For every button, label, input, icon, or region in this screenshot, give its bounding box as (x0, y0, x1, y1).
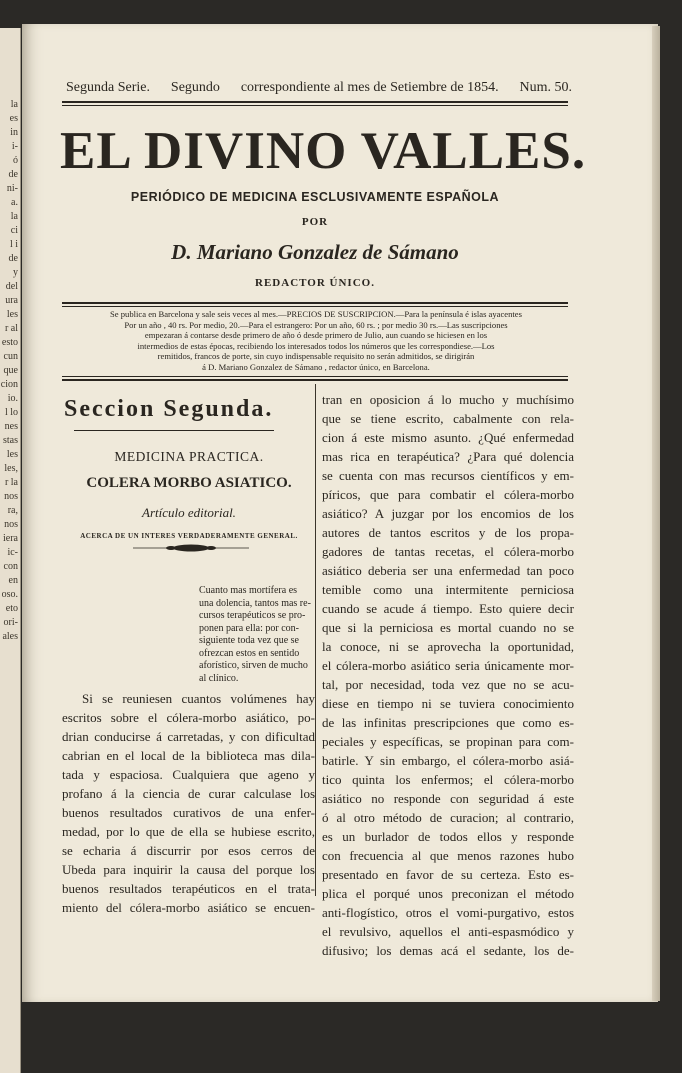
article-line: diese en tiempo ni se tuviera conocimiento (322, 696, 574, 711)
masthead-subtitle: PERIÓDICO DE MEDICINA ESCLUSIVAMENTE ESPAÑOLA (130, 190, 500, 204)
facing-page-fragment: eto (5, 603, 18, 614)
article-line: autores de tantos escritos y de los propa- (322, 525, 574, 540)
article-line: gadores de tantas recetas, el cólera-morbo (322, 544, 574, 559)
article-line: asiático deberia ser una enfermedad tan poco (322, 563, 574, 578)
masthead-title: EL DIVINO VALLES. (60, 122, 587, 180)
article-line: batirle. Y sin embargo, el cólera-morbo asiá- (322, 753, 574, 768)
facing-page-fragment: ni- (6, 183, 18, 194)
facing-page-fragment: iera (3, 533, 18, 544)
article-line: cuando se acude á tiempo. Esto quiere decir (322, 601, 574, 616)
serie-label: Segunda Serie. (66, 80, 150, 95)
subscription-line: á D. Mariano Gonzalez de Sámano , redactor único, en Barcelona. (202, 361, 430, 372)
article-line: se echaria á discurrir por esos cerros de (62, 843, 315, 858)
subscription-line: intermedios de estas épocas, recibiendo los interesados todos los números que les correspondiese.—Los (137, 340, 495, 351)
facing-page-fragment: r al (4, 323, 18, 334)
facing-page-fragment: en (8, 575, 18, 586)
article-line: presentado en favor de su certeza. Esto es- (322, 867, 574, 882)
facing-page-fragment: con (3, 561, 18, 572)
facing-page-fragment: cion (0, 379, 18, 390)
article-column-right (322, 390, 574, 960)
epigraph-line: ponen para ella: por con- (199, 622, 299, 634)
article-headline: COLERA MORBO ASIATICO. (86, 475, 292, 491)
epigraph-line: siguiente toda vez que se (199, 635, 299, 646)
article-line: mas rica en terapéutica? ¿Para qué dolencia (322, 449, 574, 464)
facing-page-fragment: ic- (7, 547, 18, 558)
article-line: temible como una intermitente perniciosa (322, 582, 574, 597)
article-subheading: ACERCA DE UN INTERES VERDADERAMENTE GENERAL. (80, 532, 298, 540)
epigraph-line: al clínico. (199, 672, 239, 684)
facing-page-fragment: ra, (7, 505, 18, 516)
article-line: es un burlador de todos ellos y responde (322, 829, 574, 844)
facing-page-fragment: io. (7, 393, 18, 404)
epigraph-line: Cuanto mas mortífera es (199, 585, 298, 596)
article-line: ó al otro método de curacion; al contrario, (322, 810, 574, 825)
article-line: anti-flogístico, otros el vomi-purgativo, estos (322, 905, 574, 920)
facing-page-fragment: l lo (4, 407, 18, 418)
facing-page-fragment: de (8, 253, 18, 264)
facing-page-fragment: ura (5, 295, 18, 306)
facing-page-fragment: nos (4, 491, 18, 502)
subscription-notice (70, 309, 562, 372)
epigraph-line: una dolencia, tantos mas re- (199, 597, 311, 609)
column-divider (315, 384, 316, 896)
article-line: de las infinitas prescripciones que como es- (322, 715, 574, 730)
facing-page-fragment: in (10, 127, 18, 138)
epigraph (199, 585, 315, 685)
article-line: cabrian en el local de la biblioteca mas dila- (62, 748, 315, 763)
article-line: tada y espaciosa. Cualquiera que ageno y (62, 767, 315, 782)
facing-page-fragment: i- (11, 141, 18, 152)
header-rule-thin (62, 105, 568, 106)
segundo-label: Segundo (170, 80, 220, 95)
article-line: la conoce, ni se aprovecha la oportunidad, (322, 639, 574, 654)
epigraph-line: ofrezcan estos en sentido (199, 647, 300, 659)
facing-page-fragment: es (9, 113, 18, 124)
article-line: difusivo; los demas acá el sedante, los de- (322, 943, 574, 958)
facing-page-fragment: nos (4, 519, 18, 530)
facing-page-fragment: a. (11, 197, 18, 208)
facing-page-fragment: ci (10, 225, 18, 236)
subscription-rule-bottom-thin (62, 376, 568, 377)
article-line: con frecuencia al que menos razones hubo (322, 848, 574, 863)
facing-page-fragment: de (8, 169, 18, 180)
facing-page-fragment: l i (9, 239, 18, 250)
article-line: tico quinta los enfermos; el cólera-morbo (322, 772, 574, 787)
facing-page-fragment: ales (2, 631, 18, 642)
article-line: escritos sobre el cólera-morbo asiático, po- (62, 710, 315, 725)
facing-page-fragment: ó (13, 155, 18, 166)
facing-page-fragment: esto (1, 337, 18, 348)
facing-page-fragment: que (3, 365, 18, 376)
section-underline (74, 430, 274, 431)
article-line: plica el porqué unos preconizan el método (322, 886, 574, 901)
article-line: tal, por necesidad, toda vez que no se acu- (322, 677, 574, 692)
header-rule-thick (62, 101, 568, 103)
subscription-line: Por un año , 40 rs. Por medio, 20.—Para el estrangero: Por un año, 60 rs. ; por medio 30 rs.—Las suscripciones (124, 319, 508, 330)
epigraph-line: cursos terapéuticos se pro- (199, 610, 306, 621)
subscription-rule-top (62, 302, 568, 304)
article-kind: Artículo editorial. (142, 505, 236, 520)
article-line: cion á este mismo asunto. ¿Qué enfermedad (322, 430, 574, 445)
epigraph-line: aforístico, sirven de mucho (199, 660, 308, 671)
article-line: profano á la ciencia de curar calculase los (62, 786, 315, 801)
issue-number: Num. 50. (519, 80, 572, 95)
facing-page-fragment: cun (3, 351, 18, 362)
article-category: MEDICINA PRACTICA. (114, 449, 264, 464)
facing-page-fragment: ori- (3, 617, 18, 628)
page-stack-edge (652, 26, 660, 1001)
subscription-line: remitidos, francos de porte, sin cuyo indispensable requisito no serán admitidos, se dirigirán (157, 351, 475, 361)
facing-page-fragment: les, (4, 463, 18, 474)
article-line: el cólera-morbo asiático seria únicamente mor- (322, 658, 574, 673)
facing-page-fragment: stas (3, 435, 18, 446)
article-line: drian conducirse á carretadas, y con dificultad (62, 729, 315, 744)
article-line: asiático? A juzgar por los encomios de los (322, 506, 574, 521)
subscription-rule-top-thin (62, 306, 568, 307)
facing-page-edge (0, 28, 21, 1073)
facing-page-fragment: la (10, 211, 18, 222)
article-line: asiático no responde con seguridad á este (322, 791, 574, 806)
facing-page-fragment: les (6, 309, 18, 320)
masthead-por: POR (301, 216, 329, 228)
subscription-line: Se publica en Barcelona y sale seis veces al mes.—PRECIOS DE SUSCRIPCION.—Para la península é islas ayacentes (110, 309, 522, 319)
facing-page-fragment: la (10, 99, 18, 110)
facing-page-fragment: y (13, 267, 18, 278)
issue-date: correspondiente al mes de Setiembre de 1854. (240, 80, 499, 95)
article-line: que se tiene escrito, cabalmente con rela- (322, 411, 574, 426)
article-column-left (62, 689, 315, 917)
issue-header (66, 80, 572, 96)
facing-page-fragment: les (6, 449, 18, 460)
subscription-line: empezaran á contarse desde primero de año ó desde primero de Julio, aun cuando se hiciesen en los (144, 330, 488, 340)
facing-page-fragment: nes (4, 421, 18, 432)
article-line: tran en oposicion á lo mucho y muchísimo (322, 392, 574, 407)
article-line: peciales y específicas, se propinan para com- (322, 734, 574, 749)
article-line: se cuenta con mas recursos científicos y em- (322, 468, 574, 483)
ornament-divider (133, 541, 249, 555)
masthead-author: D. Mariano Gonzalez de Sámano (171, 240, 459, 264)
facing-page-fragment: oso. (1, 589, 18, 600)
masthead-redactor: REDACTOR ÚNICO. (255, 277, 375, 289)
article-line: buenos resultados terapéuticos en el trata- (62, 881, 315, 896)
article-line: Si se reuniesen cuantos volúmenes hay (82, 691, 315, 706)
article-line: miento del cólera-morbo asiático se encuen- (62, 900, 315, 915)
facing-page-fragment: del (5, 281, 18, 292)
article-line: píricos, que para combatir el cólera-morbo (322, 487, 574, 502)
article-line: medad, por lo que de ella se hubiese escrito, (62, 824, 315, 839)
subscription-rule-bottom (62, 379, 568, 381)
article-line: buenos resultados curativos de una enfer- (62, 805, 315, 820)
section-title: Seccion Segunda. (64, 396, 274, 422)
facing-page-fragment: r la (4, 477, 18, 488)
article-line: el revulsivo, aquellos el anti-espasmódico y (322, 924, 574, 939)
article-line: que si la perniciosa es mortal cuando no se (322, 620, 574, 635)
article-line: Ubeda para inquirir la causa del porque los (62, 862, 315, 877)
